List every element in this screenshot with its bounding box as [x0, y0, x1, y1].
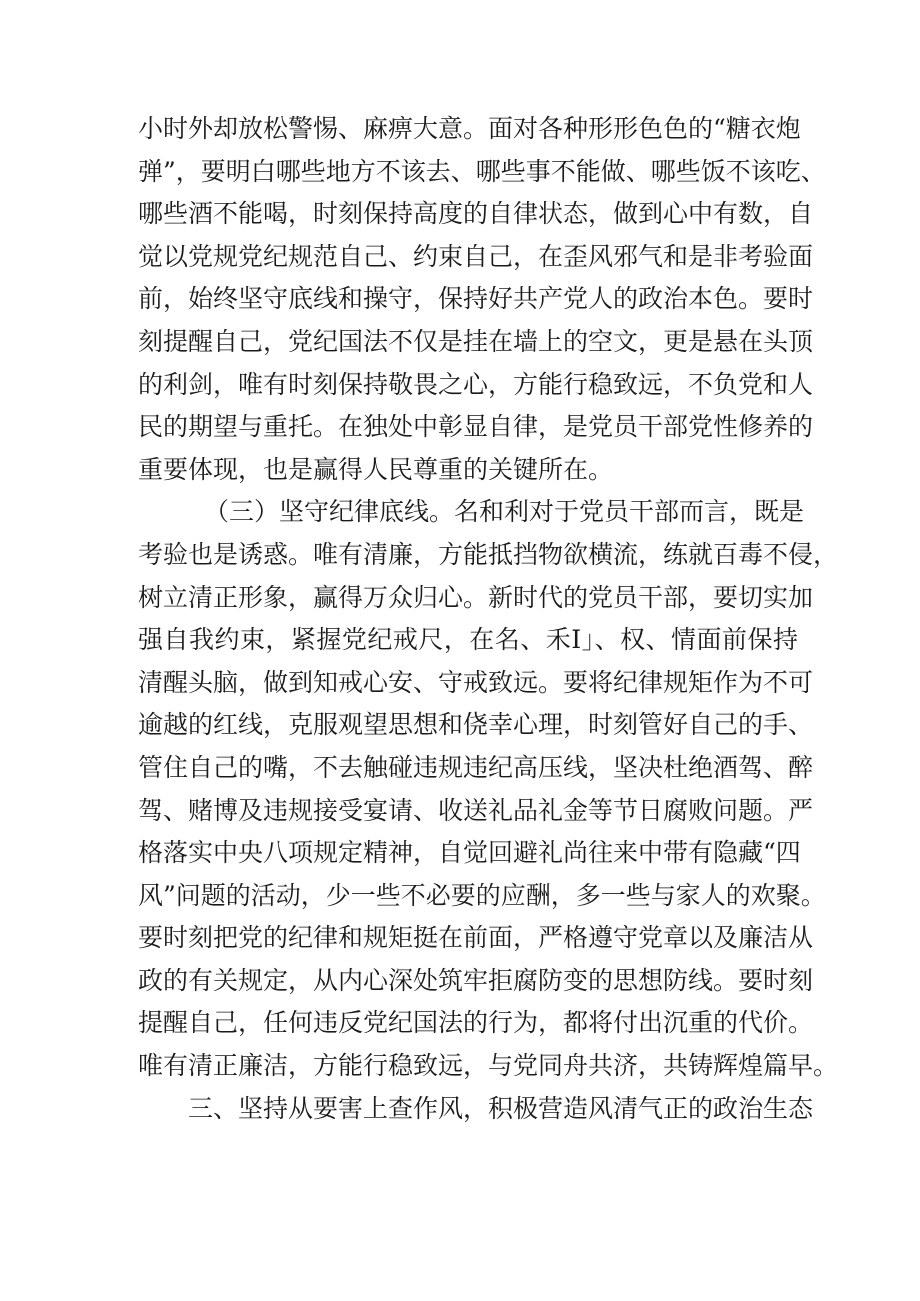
text-line: 民的期望与重托。在独处中彰显自律，是党员干部党性修养的 — [138, 412, 814, 442]
text-line: 弹”，要明白哪些地方不该去、哪些事不能做、哪些饭不该吃、 — [138, 156, 826, 186]
text-line: 清醒头脑，做到知戒心安、守戒致远。要将纪律规矩作为不可 — [138, 667, 814, 697]
document-body — [138, 108, 839, 1130]
text-line: 要时刻把党的纪律和规矩挺在前面，严格遵守党章以及廉洁从 — [138, 923, 814, 953]
paragraph-discipline-bottom-line — [138, 491, 839, 1087]
text-line: 唯有清正廉洁，方能行稳致远，与党同舟共济，共铸辉煌篇早。 — [138, 1051, 839, 1081]
text-line: 管住自己的嘴，不去触碰违规违纪高压线，坚决杜绝酒驾、醉 — [138, 752, 814, 782]
text-line: 考验也是诱惑。唯有清廉，方能抵挡物欲横流，练就百毒不侵， — [138, 539, 839, 569]
text-line: 刻提醒自己，党纪国法不仅是挂在墙上的空文，更是悬在头顶 — [138, 326, 814, 356]
text-line: 重要体现，也是赢得人民尊重的关键所在。 — [138, 454, 614, 484]
text-line: 的利剑，唯有时刻保持敬畏之心，方能行稳致远，不负党和人 — [138, 369, 814, 399]
text-line: 觉以党规党纪规范自己、约束自己，在歪风邪气和是非考验面 — [138, 241, 814, 271]
text-line: 提醒自己，任何违反党纪国法的行为，都将付出沉重的代价。 — [138, 1008, 814, 1038]
text-line: 哪些酒不能喝，时刻保持高度的自律状态，做到心中有数，自 — [138, 199, 814, 229]
text-line: 风”问题的活动，少一些不必要的应酬，多一些与家人的欢聚。 — [138, 880, 826, 910]
text-line: 政的有关规定，从内心深处筑牢拒腐防变的思想防线。要时刻 — [138, 965, 814, 995]
text-line: 前，始终坚守底线和操守，保持好共产党人的政治本色。要时 — [138, 284, 814, 314]
text-line: 强自我约束，紧握党纪戒尺，在名、禾I」、权、情面前保持 — [138, 625, 798, 655]
section-heading-line: （三）坚守纪律底线。名和利对于党员干部而言，既是 — [204, 497, 805, 527]
text-line: 驾、赌博及违规接受宴请、收送礼品礼金等节日腐败问题。严 — [138, 795, 814, 825]
paragraph-discipline-self-control — [138, 108, 826, 491]
text-line: 小时外却放松警惕、麻痹大意。面对各种形形色色的“糖衣炮 — [138, 114, 801, 143]
text-line: 树立清正形象，赢得万众归心。新时代的党员干部，要切实加 — [138, 582, 814, 612]
chapter-heading-line: 三、坚持从要害上查作风，积极营造风清气正的政治生态 — [188, 1093, 814, 1123]
paragraph-section-three-heading — [138, 1088, 814, 1131]
text-line: 逾越的红线，克服观望思想和侥幸心理，时刻管好自己的手、 — [138, 710, 814, 740]
text-line: 格落实中央八项规定精神，自觉回避礼尚往来中带有隐藏“四 — [138, 838, 801, 868]
